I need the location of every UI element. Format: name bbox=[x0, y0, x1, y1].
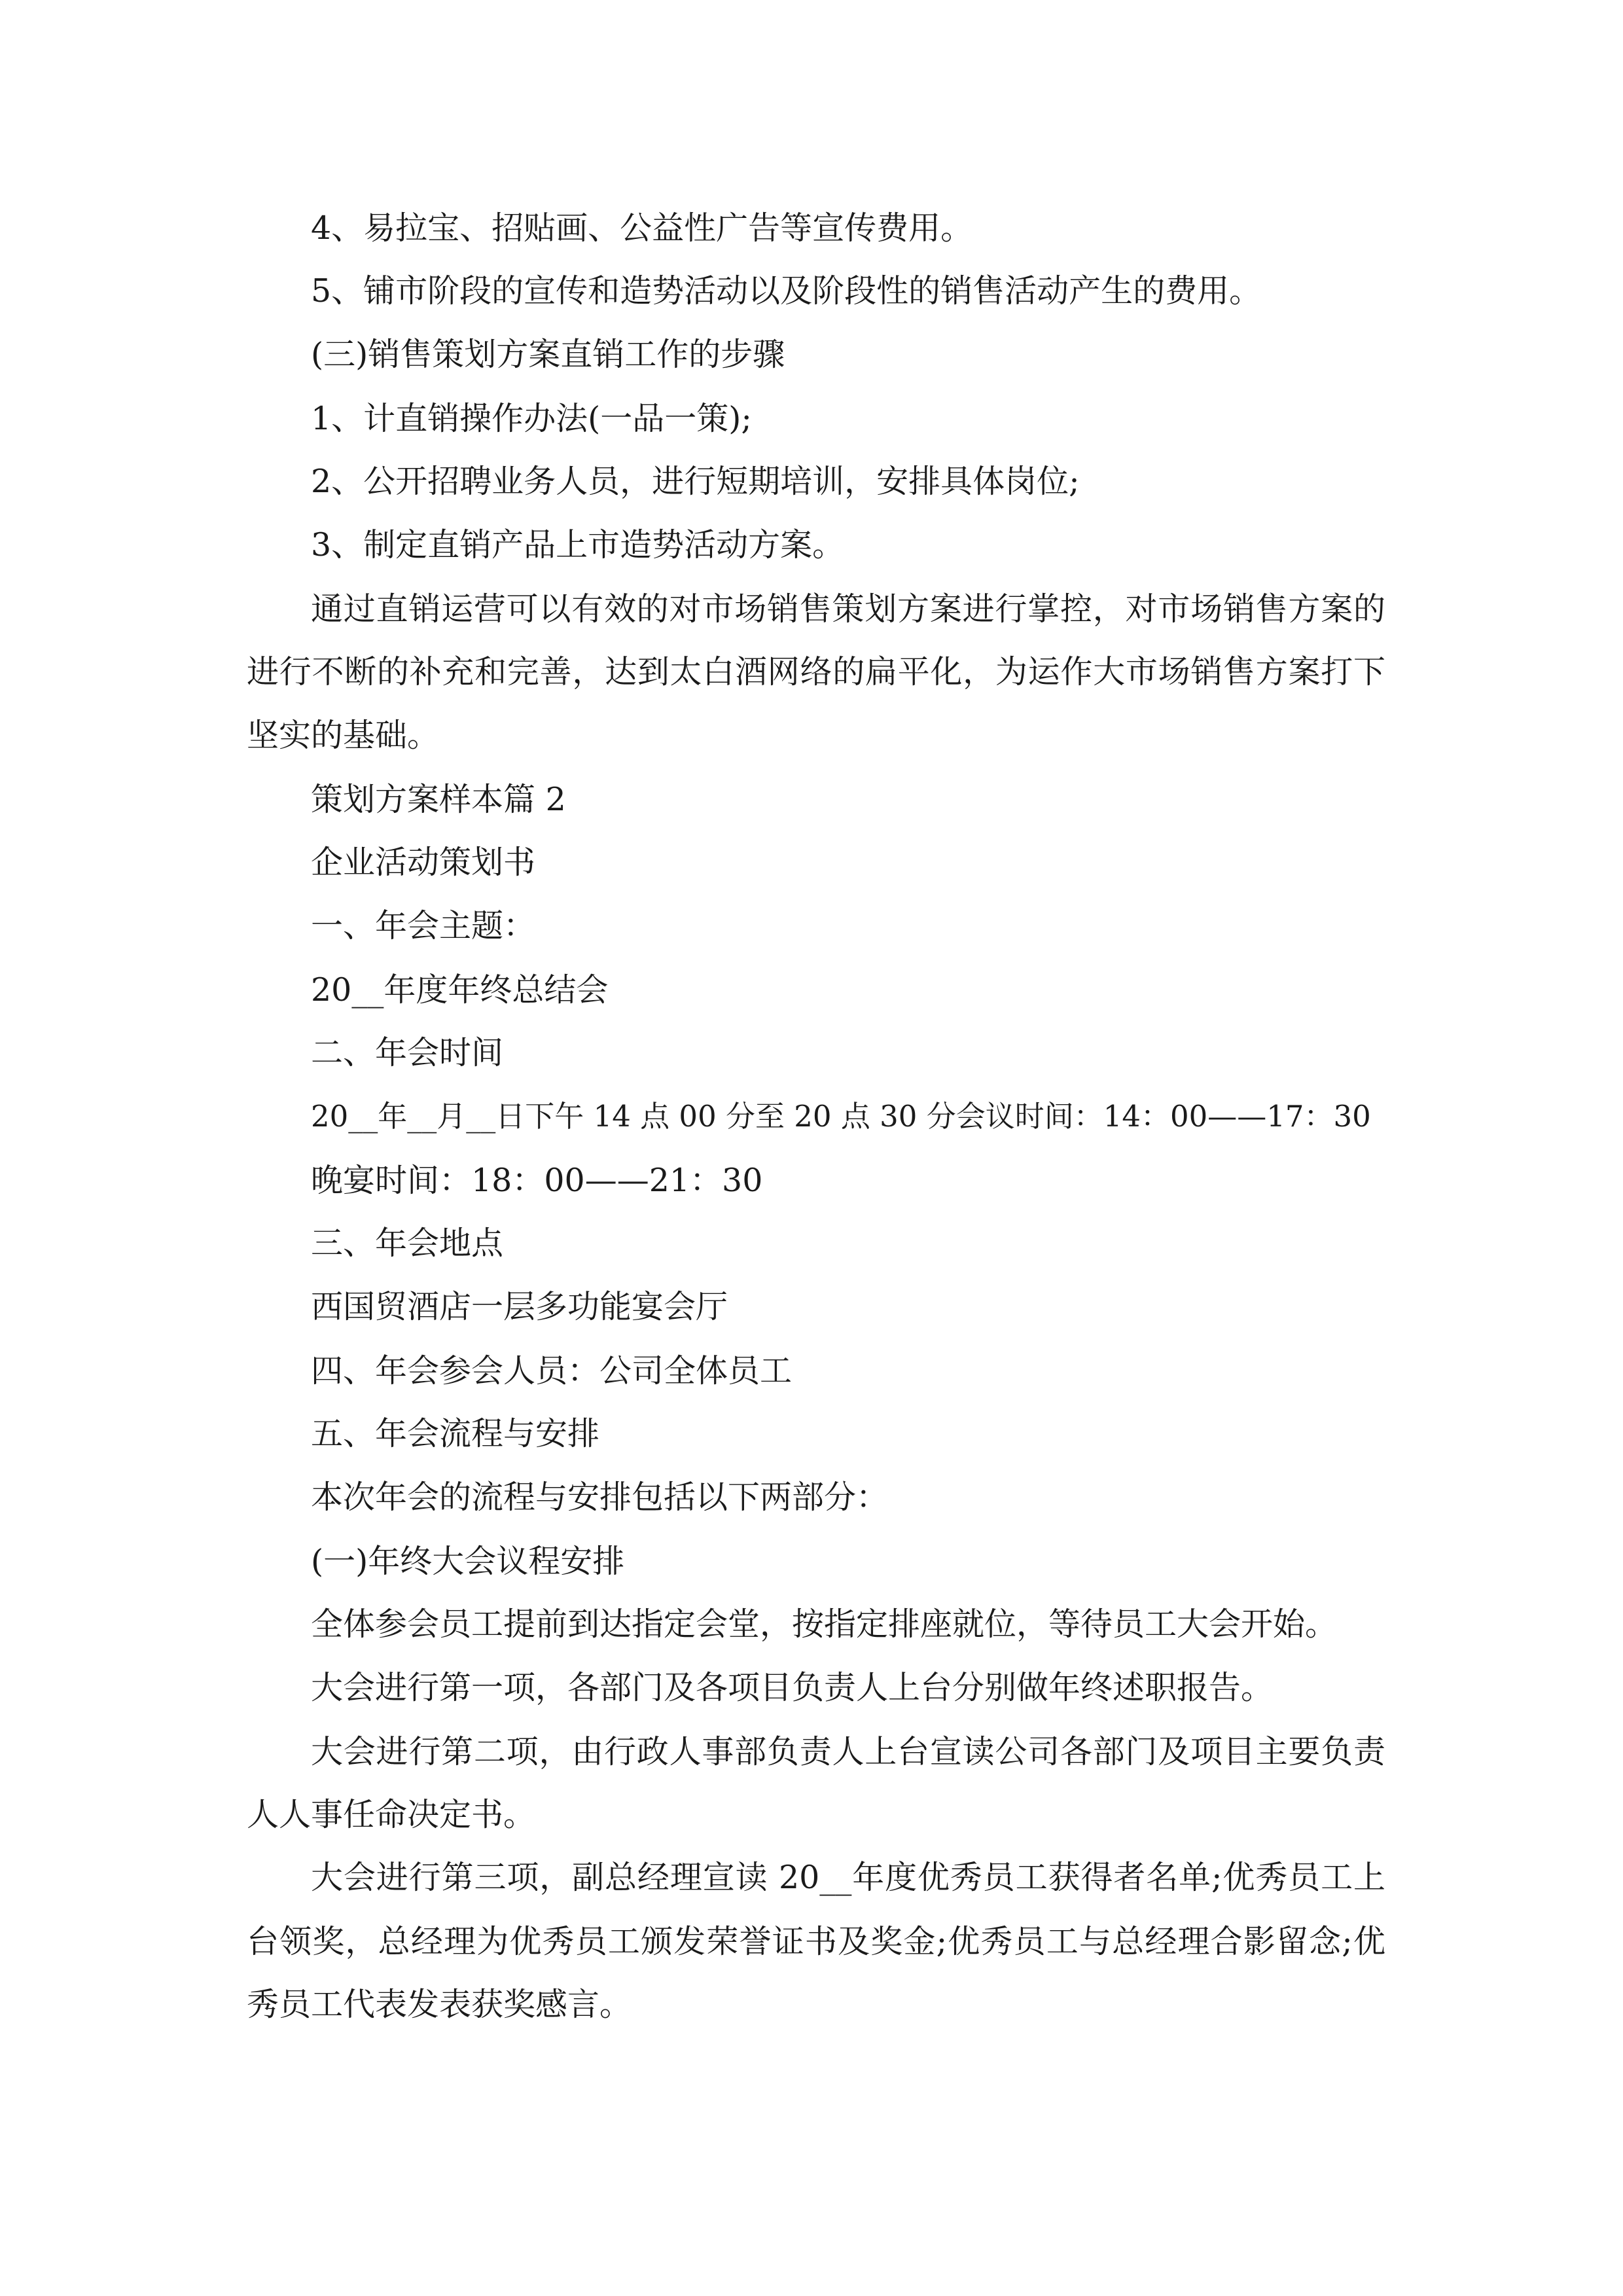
section-heading: 二、年会时间 bbox=[311, 1034, 504, 1071]
text-line: 3、制定直销产品上市造势活动方案。 bbox=[311, 526, 845, 564]
section-heading: 四、年会参会人员：公司全体员工 bbox=[311, 1352, 793, 1390]
text-line: 晚宴时间：18：00——21：30 bbox=[311, 1162, 763, 1199]
text-line: 20__年__月__日下午 14 点 00 分至 20 点 30 分会议时间：14：00——17：30 bbox=[311, 1099, 1371, 1134]
section-heading: 三、年会地点 bbox=[311, 1225, 504, 1262]
text-line: 大会进行第一项，各部门及各项目负责人上台分别做年终述职报告。 bbox=[311, 1669, 1274, 1706]
text-line: 西国贸酒店一层多功能宴会厅 bbox=[311, 1288, 728, 1325]
paragraph-line: 坚实的基础。 bbox=[247, 717, 440, 754]
text-line: 5、铺市阶段的宣传和造势活动以及阶段性的销售活动产生的费用。 bbox=[311, 272, 1262, 310]
section-heading: 一、年会主题： bbox=[311, 907, 536, 944]
text-line: 全体参会员工提前到达指定会堂，按指定排座就位，等待员工大会开始。 bbox=[311, 1605, 1338, 1643]
section-heading: (三)销售策划方案直销工作的步骤 bbox=[311, 336, 785, 373]
text-line: 本次年会的流程与安排包括以下两部分： bbox=[311, 1479, 889, 1516]
paragraph-line: 秀员工代表发表获奖感言。 bbox=[247, 1986, 632, 2023]
text-line: 20__年度年终总结会 bbox=[311, 971, 609, 1009]
text-line: 4、易拉宝、招贴画、公益性广告等宣传费用。 bbox=[311, 209, 973, 247]
paragraph-line: 大会进行第三项，副总经理宣读 20__年度优秀员工获得者名单;优秀员工上 bbox=[311, 1859, 1385, 1896]
paragraph-line: 通过直销运营可以有效的对市场销售策划方案进行掌控，对市场销售方案的 bbox=[311, 590, 1385, 628]
text-line: 1、计直销操作办法(一品一策); bbox=[311, 400, 752, 437]
section-title: 策划方案样本篇 2 bbox=[311, 781, 566, 818]
paragraph-line: 进行不断的补充和完善，达到太白酒网络的扁平化，为运作大市场销售方案打下 bbox=[247, 653, 1385, 691]
paragraph-line: 台领奖，总经理为优秀员工颁发荣誉证书及奖金;优秀员工与总经理合影留念;优 bbox=[247, 1923, 1385, 1960]
section-heading: (一)年终大会议程安排 bbox=[311, 1543, 625, 1580]
document-title: 企业活动策划书 bbox=[311, 844, 536, 881]
text-line: 2、公开招聘业务人员，进行短期培训，安排具体岗位; bbox=[311, 463, 1080, 500]
section-heading: 五、年会流程与安排 bbox=[311, 1415, 600, 1452]
paragraph-line: 人人事任命决定书。 bbox=[247, 1796, 536, 1833]
paragraph-line: 大会进行第二项，由行政人事部负责人上台宣读公司各部门及项目主要负责 bbox=[311, 1733, 1385, 1770]
